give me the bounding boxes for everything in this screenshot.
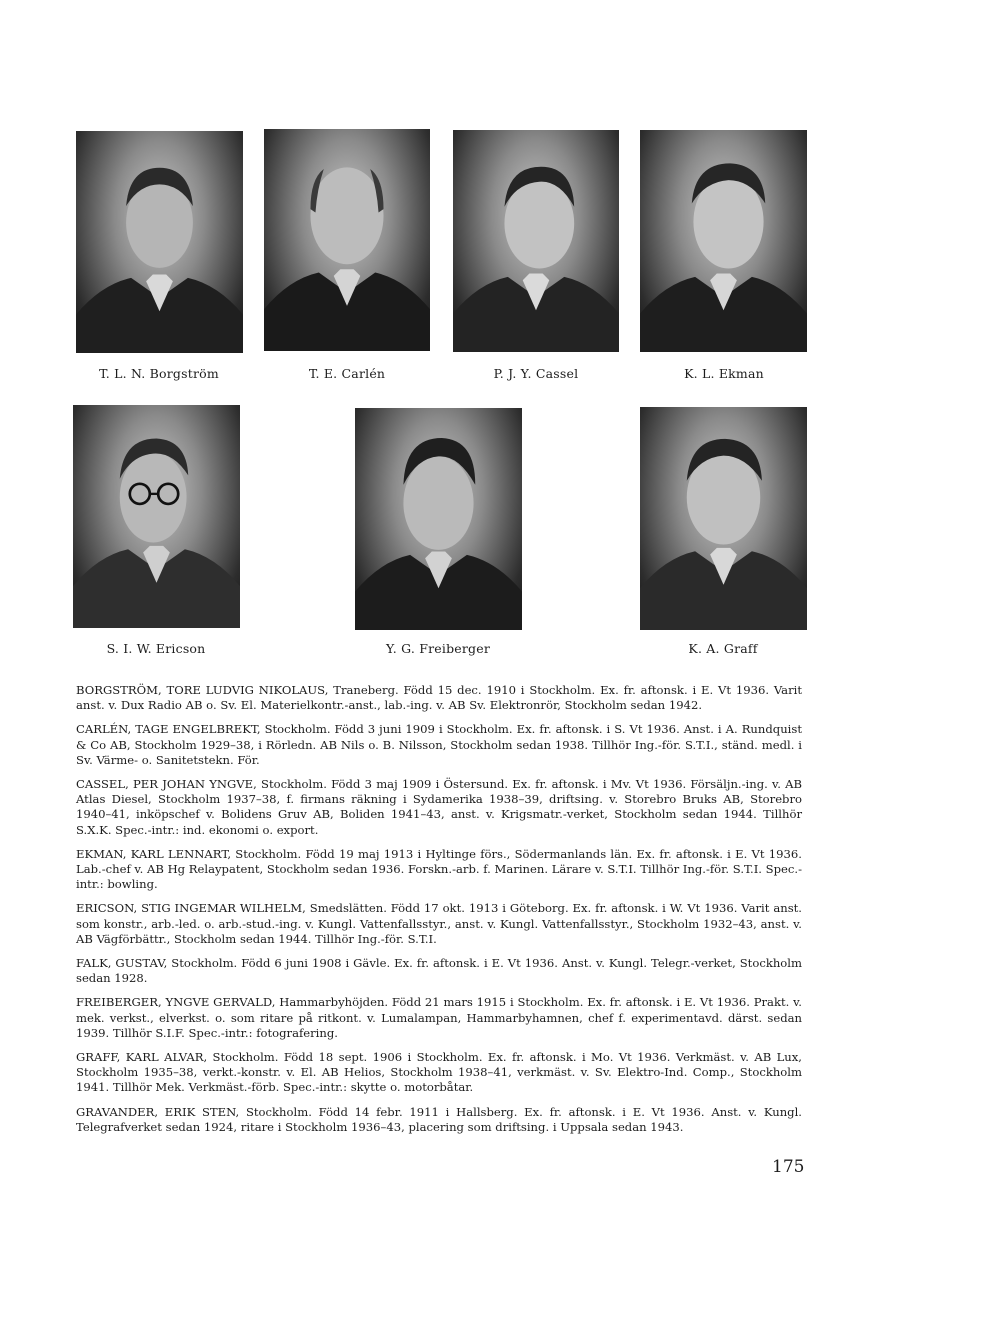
biography-entry-gravander: GRAVANDER, ERIK STEN, Stockholm. Född 14 febr. 1911 i Hallsberg. Ex. fr. aftonsk. i E. Vt 1936. Anst. v. Kungl. Telegrafverket sedan 1924, ritare i Stockholm 1936–43, placering som driftsing. i Uppsala sedan 1943. bbox=[76, 1104, 802, 1134]
portrait-caption-cassel: P. J. Y. Cassel bbox=[493, 366, 579, 381]
biography-entry-carlen: CARLÉN, TAGE ENGELBREKT, Stockholm. Född 3 juni 1909 i Stockholm. Ex. fr. aftonsk. i S. Vt 1936. Anst. i A. Rundquist & Co AB, Stockholm 1929–38, i Rörledn. AB Nils o. B. Nilsson, Stockholm sedan 1938. Tillhör Ing.-för. S.T.I., ständ. medl. i Sv. Värme- o. Sanitetstekn. För. bbox=[76, 722, 802, 767]
portrait-caption-freiberger: Y. G. Freiberger bbox=[385, 641, 491, 656]
portrait-caption-graff: K. A. Graff bbox=[688, 641, 758, 656]
portrait-photo-borgstrom bbox=[76, 131, 243, 353]
portrait-photo-ekman bbox=[640, 130, 807, 352]
biography-entry-freiberger: FREIBERGER, YNGVE GERVALD, Hammarbyhöjden. Född 21 mars 1915 i Stockholm. Ex. fr. aftonsk. i E. Vt 1936. Prakt. v. mek. verkst., elverkst. o. som ritare på ritkont. v. Lumalampan, Hammarbyhamnen, chef f. experimentavd. därst. sedan 1939. Tillhör S.I.F. Spec.-intr.: fotografering. bbox=[76, 995, 802, 1040]
biography-entry-graff: GRAFF, KARL ALVAR, Stockholm. Född 18 sept. 1906 i Stockholm. Ex. fr. aftonsk. i Mo. Vt 1936. Verkmäst. v. AB Lux, Stockholm 1935–38, verkt.-konstr. v. El. AB Helios, Stockholm 1938–41, verkmäst. v. Sv. Elektro-Ind. Comp., Stockholm 1941. Tillhör Mek. Verkmäst.-förb. Spec.-intr.: skytte o. motorbåtar. bbox=[76, 1050, 802, 1095]
page-number: 175 bbox=[772, 1157, 805, 1177]
biography-list bbox=[76, 683, 802, 1144]
portrait-photo-cassel bbox=[453, 130, 619, 352]
portrait-photo-ericson bbox=[73, 405, 240, 628]
biography-entry-ericson: ERICSON, STIG INGEMAR WILHELM, Smedslätten. Född 17 okt. 1913 i Göteborg. Ex. fr. aftonsk. i W. Vt 1936. Varit anst. som konstr., arb.-led. o. arb.-stud.-ing. v. Kungl. Vattenfallsstyr., anst. v. Kungl. Vattenfallsstyr., Stockholm 1932–43, anst. v. AB Vägförbättr., Stockholm sedan 1944. Tillhör Ing.-för. S.T.I. bbox=[76, 901, 802, 946]
biography-entry-cassel: CASSEL, PER JOHAN YNGVE, Stockholm. Född 3 maj 1909 i Östersund. Ex. fr. aftonsk. i Mv. Vt 1936. Försäljn.-ing. v. AB Atlas Diesel, Stockholm 1937–38, f. firmans räkning i Sydamerika 1938–39, driftsing. v. Storebro Bruks AB, Storebro 1940–41, inköpschef v. Bolidens Gruv AB, Boliden 1941–43, anst. v. Krigsmatr.-verket, Stockholm sedan 1944. Tillhör S.X.K. Spec.-intr.: ind. ekonomi o. export. bbox=[76, 777, 802, 837]
portrait-photo-carlen bbox=[264, 129, 430, 351]
portrait-caption-ericson: S. I. W. Ericson bbox=[106, 641, 206, 656]
portrait-caption-borgstrom: T. L. N. Borgström bbox=[99, 366, 219, 381]
portrait-caption-carlen: T. E. Carlén bbox=[308, 366, 386, 381]
biography-entry-borgstrom: BORGSTRÖM, TORE LUDVIG NIKOLAUS, Traneberg. Född 15 dec. 1910 i Stockholm. Ex. fr. aftonsk. i E. Vt 1936. Varit anst. v. Dux Radio AB o. Sv. El. Materielkontr.-anst., lab.-ing. v. AB Sv. Elektronrör, Stockholm sedan 1942. bbox=[76, 683, 802, 713]
portrait-photo-freiberger bbox=[355, 408, 522, 630]
portrait-caption-ekman: K. L. Ekman bbox=[684, 366, 764, 381]
biography-entry-falk: FALK, GUSTAV, Stockholm. Född 6 juni 1908 i Gävle. Ex. fr. aftonsk. i E. Vt 1936. Anst. v. Kungl. Telegr.-verket, Stockholm sedan 1928. bbox=[76, 956, 802, 986]
portrait-photo-graff bbox=[640, 407, 807, 630]
biography-entry-ekman: EKMAN, KARL LENNART, Stockholm. Född 19 maj 1913 i Hyltinge förs., Södermanlands län. Ex. fr. aftonsk. i E. Vt 1936. Lab.-chef v. AB Hg Relaypatent, Stockholm sedan 1936. Forskn.-arb. f. Marinen. Lärare v. S.T.I. Tillhör Ing.-för. S.T.I. Spec.-intr.: bowling. bbox=[76, 846, 802, 892]
